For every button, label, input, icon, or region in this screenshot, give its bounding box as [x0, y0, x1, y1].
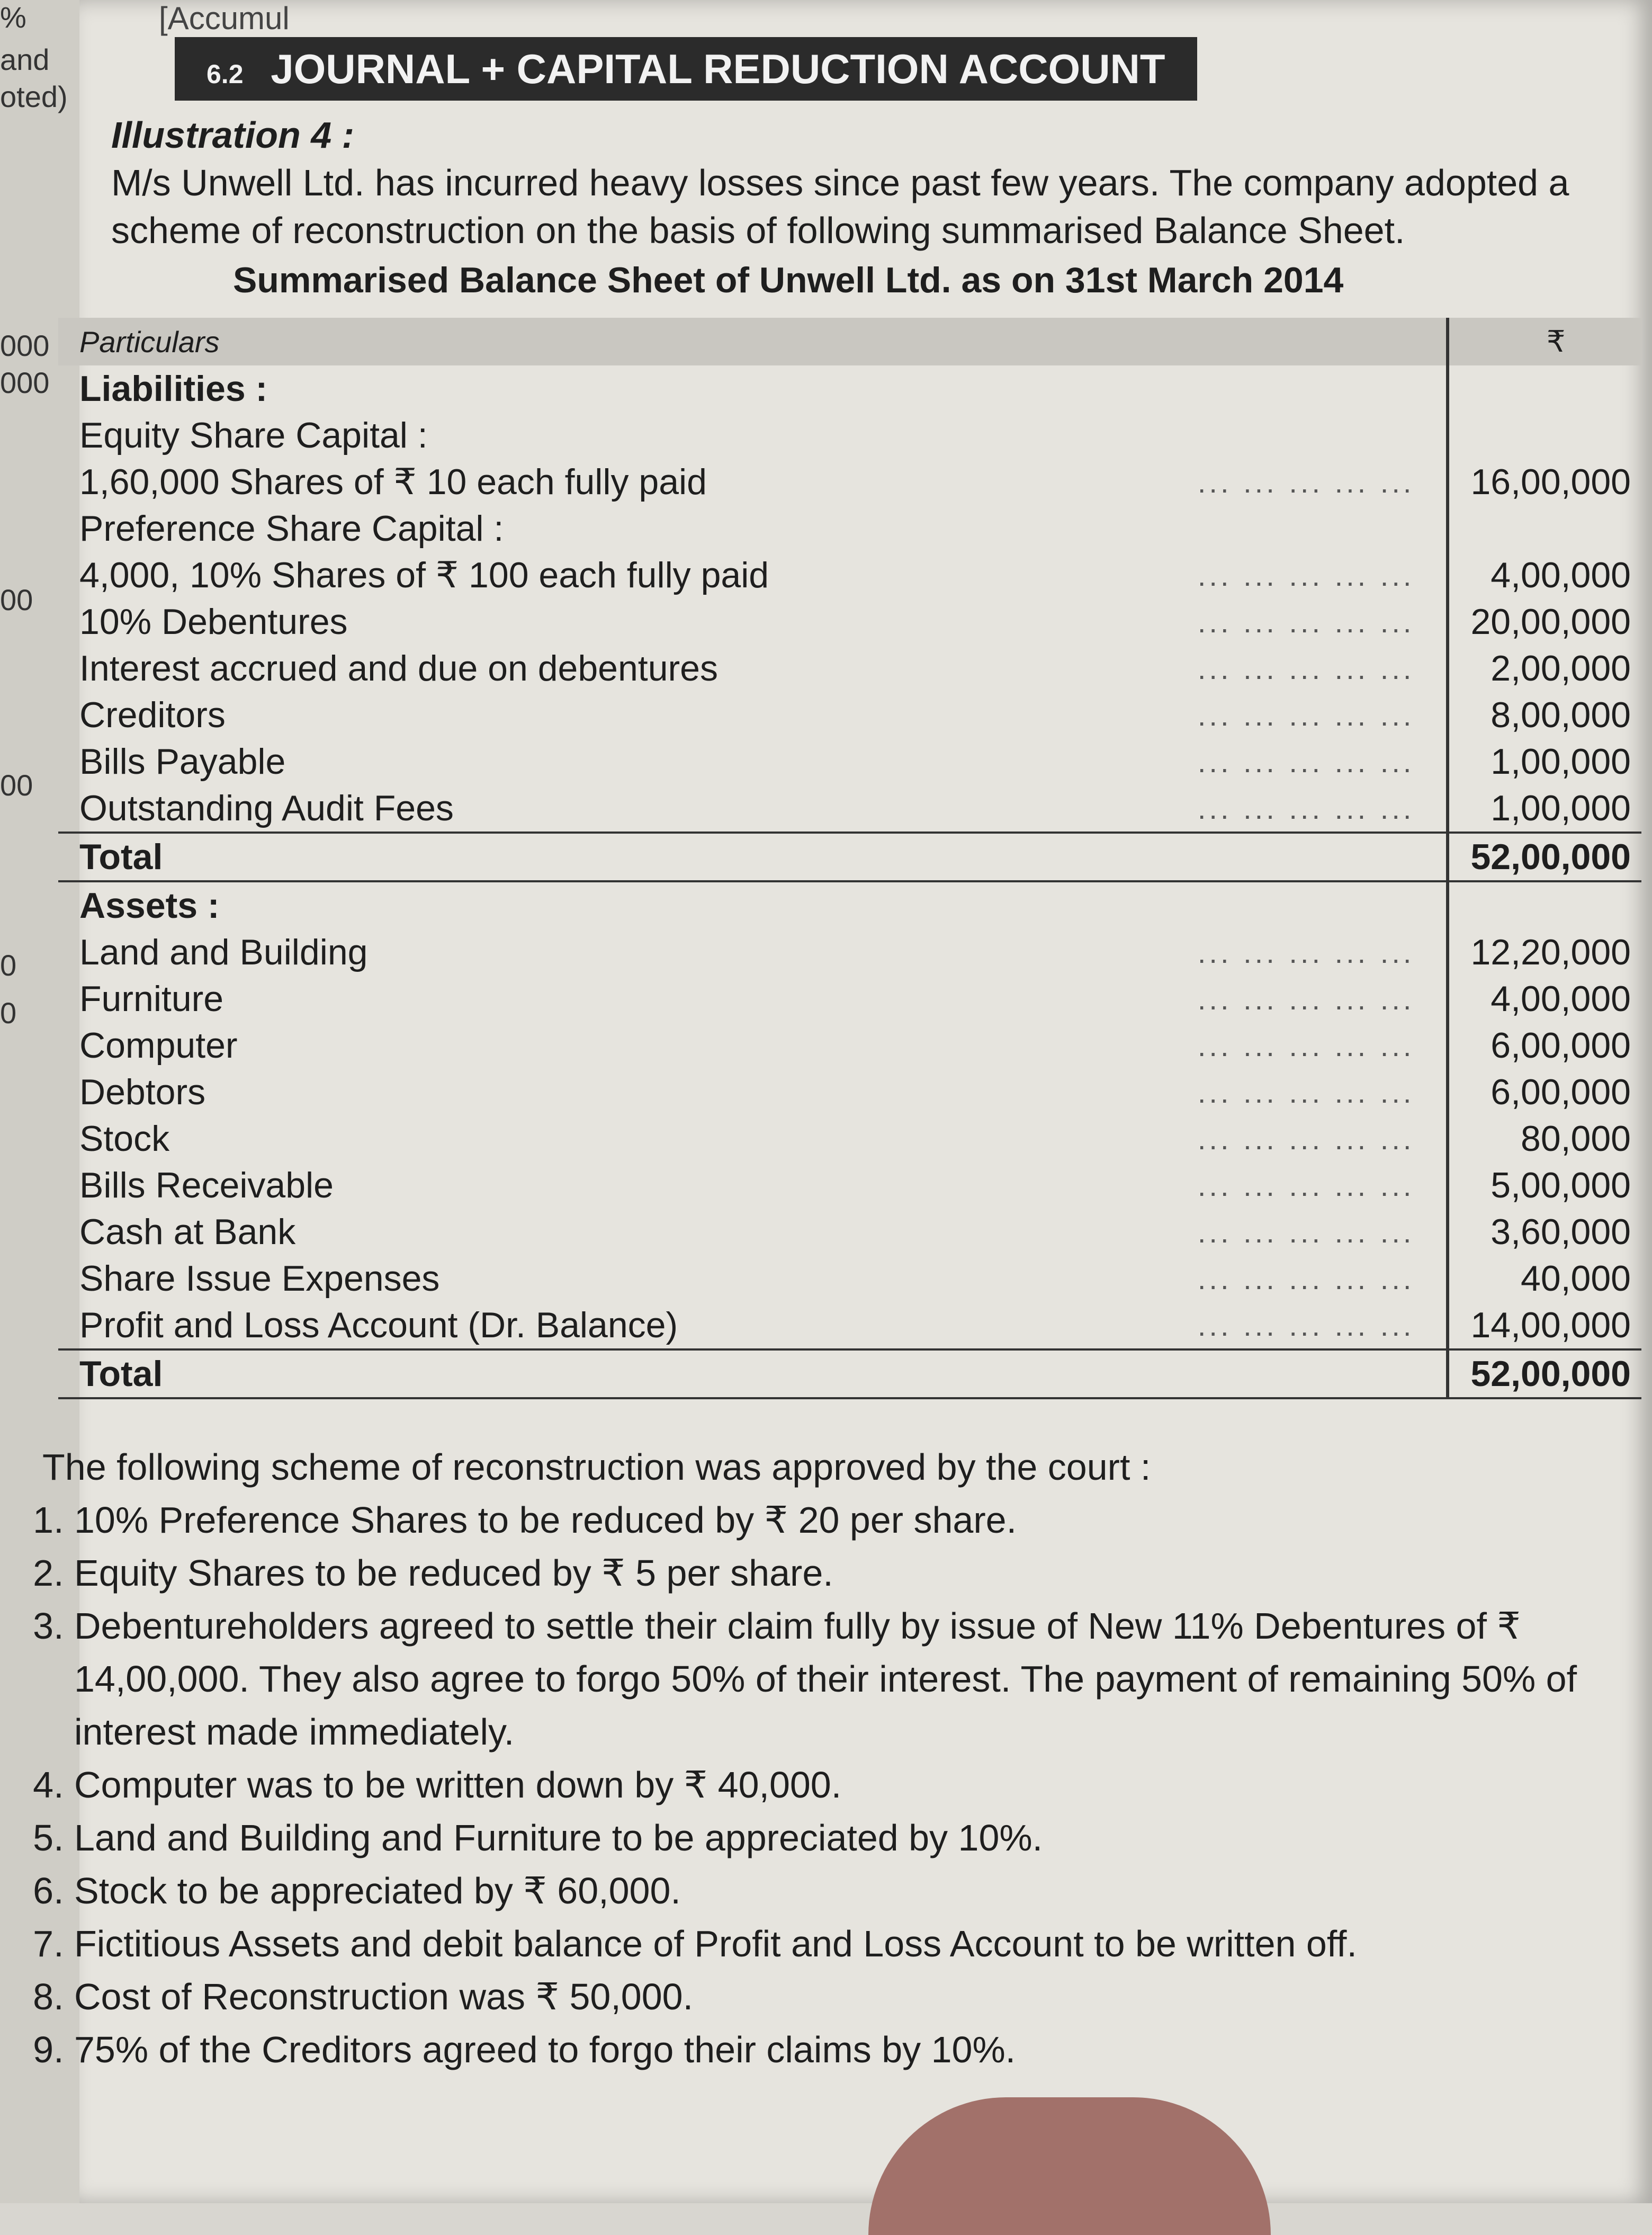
list-item: 8. Cost of Reconstruction was ₹ 50,000. — [74, 1970, 1631, 2023]
margin-fragment: 0 — [0, 996, 17, 1030]
margin-fragment: % — [0, 1, 26, 34]
section-banner — [175, 37, 1197, 101]
row-label: 1,60,000 Shares of ₹ 10 each fully paid — [79, 461, 707, 502]
table-row — [58, 692, 1641, 738]
leader-dots: ... ... ... ... ... — [1197, 605, 1415, 639]
table-row — [58, 1069, 1641, 1115]
leader-dots: ... ... ... ... ... — [1197, 465, 1415, 499]
total-amount: 52,00,000 — [1448, 833, 1641, 881]
row-label: Debtors — [79, 1072, 206, 1112]
intro-paragraph — [111, 111, 1620, 254]
particulars-header: Particulars — [58, 318, 1064, 365]
leader-dots: ... ... ... ... ... — [1197, 1215, 1415, 1249]
amount-header: ₹ — [1448, 318, 1641, 365]
row-amount: 8,00,000 — [1448, 692, 1641, 738]
leader-dots: ... ... ... ... ... — [1197, 935, 1415, 969]
leader-dots: ... ... ... ... ... — [1197, 1122, 1415, 1156]
table-row — [58, 1255, 1641, 1302]
table-row — [58, 785, 1641, 833]
leader-dots: ... ... ... ... ... — [1197, 698, 1415, 732]
row-label: Computer — [79, 1025, 238, 1066]
margin-fragment: 0 — [0, 949, 17, 982]
row-amount: 40,000 — [1448, 1255, 1641, 1302]
table-row — [58, 929, 1641, 976]
illustration-label: Illustration 4 : — [111, 114, 354, 156]
leader-dots: ... ... ... ... ... — [1197, 1075, 1415, 1109]
row-amount: 4,00,000 — [1448, 976, 1641, 1022]
section-heading-row — [58, 365, 1641, 412]
leader-dots: ... ... ... ... ... — [1197, 1168, 1415, 1202]
list-item: 2. Equity Shares to be reduced by ₹ 5 per share. — [74, 1546, 1631, 1599]
table-row — [58, 598, 1641, 645]
table-row — [58, 1022, 1641, 1069]
row-amount: 16,00,000 — [1448, 459, 1641, 505]
row-label: Furniture — [79, 979, 224, 1019]
margin-fragment: 00 — [0, 768, 33, 802]
leader-dots: ... ... ... ... ... — [1197, 791, 1415, 825]
row-label: Stock — [79, 1119, 170, 1159]
dots-header — [1064, 318, 1448, 365]
list-item: 3. Debentureholders agreed to settle their claim fully by issue of New 11% Debentures of ₹ 14,00,000. They also agree to forgo 50% of their interest. The payment of remaining 50% of interest made immediately. — [74, 1599, 1631, 1758]
liabilities-total-row — [58, 833, 1641, 881]
leader-dots: ... ... ... ... ... — [1197, 745, 1415, 779]
liabilities-heading: Liabilities : — [79, 369, 268, 409]
balance-sheet-table — [58, 318, 1641, 1399]
row-amount — [1448, 412, 1641, 459]
scheme-list — [42, 1494, 1631, 2076]
leader-dots: ... ... ... ... ... — [1197, 982, 1415, 1016]
margin-fragment: 00 — [0, 583, 33, 616]
list-item: 5. Land and Building and Furniture to be appreciated by 10%. — [74, 1811, 1631, 1864]
leader-dots: ... ... ... ... ... — [1197, 651, 1415, 685]
row-label: Outstanding Audit Fees — [79, 788, 454, 828]
intro-text: M/s Unwell Ltd. has incurred heavy losses since past few years. The company adopted a scheme of reconstruction on the basis of following summarised Balance Sheet. — [111, 162, 1569, 251]
total-label: Total — [58, 1349, 1064, 1398]
section-heading-row — [58, 881, 1641, 929]
leader-dots: ... ... ... ... ... — [1197, 1308, 1415, 1342]
row-amount: 20,00,000 — [1448, 598, 1641, 645]
row-label: Share Issue Expenses — [79, 1258, 440, 1299]
row-amount: 12,20,000 — [1448, 929, 1641, 976]
table-row — [58, 505, 1641, 552]
reconstruction-scheme — [42, 1441, 1631, 2076]
margin-fragment: oted) — [0, 80, 68, 113]
row-label: 4,000, 10% Shares of ₹ 100 each fully paid — [79, 555, 769, 595]
list-item: 7. Fictitious Assets and debit balance of Profit and Loss Account to be written off. — [74, 1917, 1631, 1970]
list-item: 4. Computer was to be written down by ₹ 40,000. — [74, 1758, 1631, 1811]
row-label: Equity Share Capital : — [79, 415, 428, 455]
table-row — [58, 459, 1641, 505]
row-amount: 1,00,000 — [1448, 785, 1641, 833]
row-amount: 6,00,000 — [1448, 1069, 1641, 1115]
table-row — [58, 1162, 1641, 1209]
section-title: JOURNAL + CAPITAL REDUCTION ACCOUNT — [271, 46, 1165, 92]
table-row — [58, 552, 1641, 598]
table-row — [58, 976, 1641, 1022]
row-amount: 6,00,000 — [1448, 1022, 1641, 1069]
row-amount: 80,000 — [1448, 1115, 1641, 1162]
list-item: 1. 10% Preference Shares to be reduced by ₹ 20 per share. — [74, 1494, 1631, 1546]
leader-dots: ... ... ... ... ... — [1197, 1262, 1415, 1295]
leader-dots: ... ... ... ... ... — [1197, 558, 1415, 592]
total-label: Total — [58, 833, 1064, 881]
row-label: Cash at Bank — [79, 1212, 296, 1252]
table-row — [58, 1302, 1641, 1349]
leader-dots: ... ... ... ... ... — [1197, 1029, 1415, 1062]
list-item: 9. 75% of the Creditors agreed to forgo their claims by 10%. — [74, 2023, 1631, 2076]
assets-total-row — [58, 1349, 1641, 1398]
table-row — [58, 1209, 1641, 1255]
row-amount: 4,00,000 — [1448, 552, 1641, 598]
row-amount: 3,60,000 — [1448, 1209, 1641, 1255]
total-amount: 52,00,000 — [1448, 1349, 1641, 1398]
margin-fragment: 000 — [0, 329, 50, 362]
assets-heading: Assets : — [79, 886, 220, 926]
table-row — [58, 645, 1641, 692]
balance-sheet-title: Summarised Balance Sheet of Unwell Ltd. as on 31st March 2014 — [233, 260, 1344, 300]
row-label: Bills Payable — [79, 741, 286, 782]
row-amount: 2,00,000 — [1448, 645, 1641, 692]
row-label: 10% Debentures — [79, 602, 348, 642]
margin-fragment: 000 — [0, 366, 50, 399]
scheme-intro: The following scheme of reconstruction was approved by the court : — [42, 1446, 1151, 1488]
row-amount: 1,00,000 — [1448, 738, 1641, 785]
table-row — [58, 738, 1641, 785]
list-item: 6. Stock to be appreciated by ₹ 60,000. — [74, 1864, 1631, 1917]
row-label: Preference Share Capital : — [79, 508, 504, 549]
row-amount: 5,00,000 — [1448, 1162, 1641, 1209]
row-label: Profit and Loss Account (Dr. Balance) — [79, 1305, 678, 1345]
row-label: Creditors — [79, 695, 226, 735]
top-fragment: [Accumul — [159, 1, 290, 36]
row-amount: 14,00,000 — [1448, 1302, 1641, 1349]
row-label: Bills Receivable — [79, 1165, 334, 1205]
table-row — [58, 1115, 1641, 1162]
row-amount — [1448, 505, 1641, 552]
table-row — [58, 412, 1641, 459]
table-header-row — [58, 318, 1641, 365]
row-label: Interest accrued and due on debentures — [79, 648, 718, 689]
margin-fragment: and — [0, 43, 50, 76]
section-number: 6.2 — [206, 59, 244, 89]
row-label: Land and Building — [79, 932, 368, 972]
